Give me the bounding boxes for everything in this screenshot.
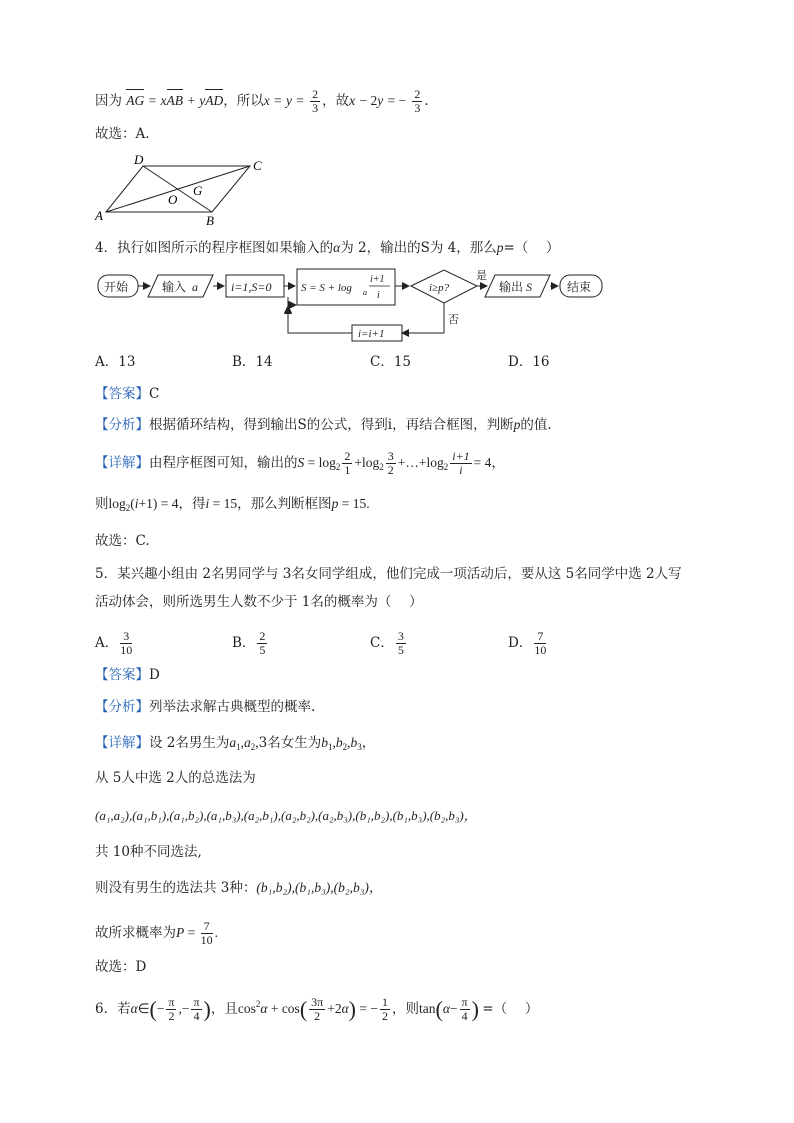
vector-ag: AG xyxy=(126,91,144,111)
flow-yes-label: 是 xyxy=(476,270,487,282)
q5-detail-line2: 从 5人中选 2人的总选法为 xyxy=(95,770,256,786)
flow-update-den: i xyxy=(377,290,380,301)
answer-value: D xyxy=(149,667,160,683)
flow-input-label: 输入 xyxy=(162,280,187,294)
q5-stem-line2: 活动体会，则所选男生人数不少于 1名的概率为（ ） xyxy=(95,594,423,610)
q4-detail-line1: 【详解】由程序框图可知，输出的$S = \log_2$ $\frac{2}{1}$ $+\log_2$ $\frac{3}{2}$ $+\dots+\log_2$ $\frac{i+1}{i}$ = 4， xyxy=(95,449,505,477)
var-x: x xyxy=(160,93,167,108)
label-g: G xyxy=(193,183,203,198)
vector-ab: AB xyxy=(167,91,184,111)
q5-option-d[interactable]: D． $\frac{7}{10}$ xyxy=(508,629,547,657)
flow-update-sub: a xyxy=(363,288,367,297)
q5-detail-line6: 故所求概率为P = $\frac{7}{10}$ . xyxy=(95,919,218,947)
text: ，故 xyxy=(322,93,350,109)
parallelogram-figure xyxy=(90,150,270,230)
text: 因为 xyxy=(95,93,122,109)
label-b: B xyxy=(206,213,214,228)
flow-update-num: i+1 xyxy=(370,274,385,285)
answer-tag: 【答案】 xyxy=(95,667,149,683)
q5-answer xyxy=(95,665,160,685)
q5-option-c[interactable]: C． $\frac{3}{5}$ xyxy=(370,629,404,657)
label-o: O xyxy=(168,192,178,207)
q4-option-a[interactable]: A．13 xyxy=(95,354,136,370)
detail-tag: 【详解】 xyxy=(95,455,149,471)
q5-option-b[interactable]: B． $\frac{2}{5}$ xyxy=(232,629,266,657)
analysis-tag: 【分析】 xyxy=(95,417,149,433)
flow-output-label: 输出 xyxy=(499,280,524,294)
flow-output-var: S xyxy=(526,280,532,294)
label-c: C xyxy=(253,158,262,173)
alpha-symbol: α xyxy=(333,240,341,255)
q4-analysis: 【分析】根据循环结构，得到输出S的公式，得到i，再结合框图，判断p的值. xyxy=(95,417,552,433)
fraction: $\frac{2}{3}$ xyxy=(414,87,421,115)
answer-tag: 【答案】 xyxy=(95,386,149,402)
q5-detail-line4: 共 10种不同选法, xyxy=(95,844,202,860)
q5-detail-line5: 则没有男生的选法共 3种：(b₁,b₂),(b₁,b₃),(b₂,b₃)， xyxy=(95,880,383,896)
flow-end-label: 结束 xyxy=(567,280,592,294)
q5-analysis: 【分析】列举法求解古典概型的概率. xyxy=(95,699,316,715)
label-d: D xyxy=(134,152,144,167)
q4-option-d[interactable]: D．16 xyxy=(508,354,550,370)
var-y: y xyxy=(199,93,206,108)
fraction: $\frac{2}{3}$ xyxy=(312,87,319,115)
q5-option-a[interactable]: A． $\frac{3}{10}$ xyxy=(95,629,133,657)
label-a: A xyxy=(95,208,103,223)
detail-tag: 【详解】 xyxy=(95,735,149,751)
q4-option-b[interactable]: B．14 xyxy=(232,354,273,370)
q4-answer xyxy=(95,384,159,404)
q4-option-c[interactable]: C．15 xyxy=(370,354,412,370)
answer-value: C xyxy=(149,386,160,402)
analysis-tag: 【分析】 xyxy=(95,699,149,715)
q4-detail-line2: 则$\log_2(i+1) = 4$，得i = 15，那么判断框图p = 15. xyxy=(95,496,370,513)
flow-no-label: 否 xyxy=(448,314,459,326)
flow-increment-label: i=i+1 xyxy=(358,328,385,340)
vector-ad: AD xyxy=(205,91,223,111)
flow-update-label: S = S + log xyxy=(301,282,352,294)
q4-stem: 4．执行如图所示的程序框图如果输入的α为 2，输出的S为 4，那么p=（ ） xyxy=(95,240,560,256)
flow-start-label: 开始 xyxy=(104,280,129,294)
text: ，所以 xyxy=(223,93,264,109)
q5-detail-line1: 【详解】设 2名男生为$a_1,a_2,3$名女生为$b_1,b_2,b_3$， xyxy=(95,735,376,752)
flow-condition-label: i≥p? xyxy=(429,282,450,294)
q3-choose: 故选：A. xyxy=(95,126,150,142)
flow-input-var: a xyxy=(192,280,198,294)
q3-conclusion-line: 因为 AG = xAB + yAD，所以x = y = $\frac{2}{3}$ ，故x − 2y = − $\frac{2}{3}$ . xyxy=(95,87,429,115)
flow-init-label: i=1,S=0 xyxy=(231,280,272,294)
q4-choose: 故选：C. xyxy=(95,533,150,549)
q5-pairs-list: (a₁,a₂),(a₁,b₁),(a₁,b₂),(a₁,b₃),(a₂,b₁),(a₂,b₂),(a₂,b₃),(b₁,b₂),(b₁,b₃),(b₂,b₃)， xyxy=(95,808,477,823)
q5-stem-line1: 5．某兴趣小组由 2名男同学与 3名女同学组成，他们完成一项活动后，要从这 5名同学中选 2人写 xyxy=(95,566,682,582)
q6-stem: 6．若α∈(− $\frac{\pi}{2}$ ,− $\frac{\pi}{4}$ )，且$\cos^2\alpha + \cos$( $\frac{3\pi}{2}$ +2α) = − $\frac{1}{2}$ ，则tan(α− $\frac{\pi}{4}$ ) =（ ） xyxy=(95,995,539,1023)
q5-choose: 故选：D xyxy=(95,959,147,975)
program-flowchart xyxy=(90,265,610,350)
